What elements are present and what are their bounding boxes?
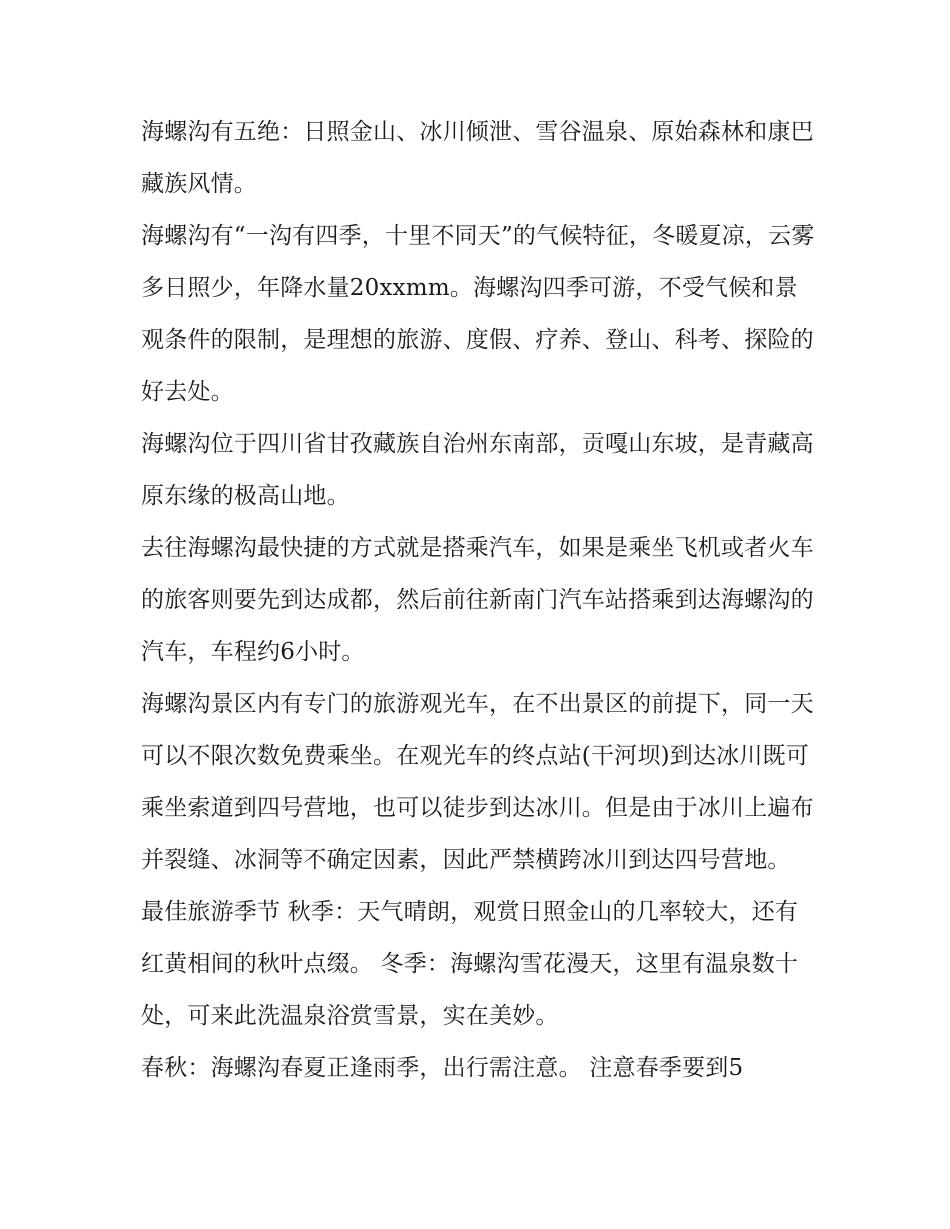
paragraph-location: 海螺沟位于四川省甘孜藏族自治州东南部，贡嘎山东坡，是青藏高原东缘的极高山地。 [141, 431, 814, 509]
paragraph-five-wonders: 海螺沟有五绝：日照金山、冰川倾泄、雪谷温泉、原始森林和康巴藏族风情。 [141, 119, 814, 197]
paragraph-spring-summer: 春秋：海螺沟春夏正逢雨季，出行需注意。 注意春季要到5 [141, 1055, 744, 1081]
paragraph-climate: 海螺沟有“一沟有四季，十里不同天”的气候特征，冬暖夏凉，云雾多日照少，年降水量20xxmm。海螺沟四季可游，不受气候和景观条件的限制，是理想的旅游、度假、疗养、登山、科考、探险的好去处。 [141, 223, 815, 405]
paragraph-best-season: 最佳旅游季节 秋季：天气晴朗，观赏日照金山的几率较大，还有红黄相间的秋叶点缀。 冬季：海螺沟雪花漫天，这里有温泉数十处，可来此洗温泉浴赏雪景，实在美妙。 [141, 899, 799, 1029]
paragraph-transport: 去往海螺沟最快捷的方式就是搭乘汽车，如果是乘坐飞机或者火车的旅客则要先到达成都，然后前往新南门汽车站搭乘到达海螺沟的汽车，车程约6小时。 [141, 535, 814, 665]
paragraph-sightseeing-bus: 海螺沟景区内有专门的旅游观光车，在不出景区的前提下，同一天可以不限次数免费乘坐。在观光车的终点站(干河坝)到达冰川既可乘坐索道到四号营地，也可以徒步到达冰川。但是由于冰川上遍布并裂缝、冰洞等不确定因素，因此严禁横跨冰川到达四号营地。 [141, 691, 814, 873]
document-body [141, 106, 819, 1094]
